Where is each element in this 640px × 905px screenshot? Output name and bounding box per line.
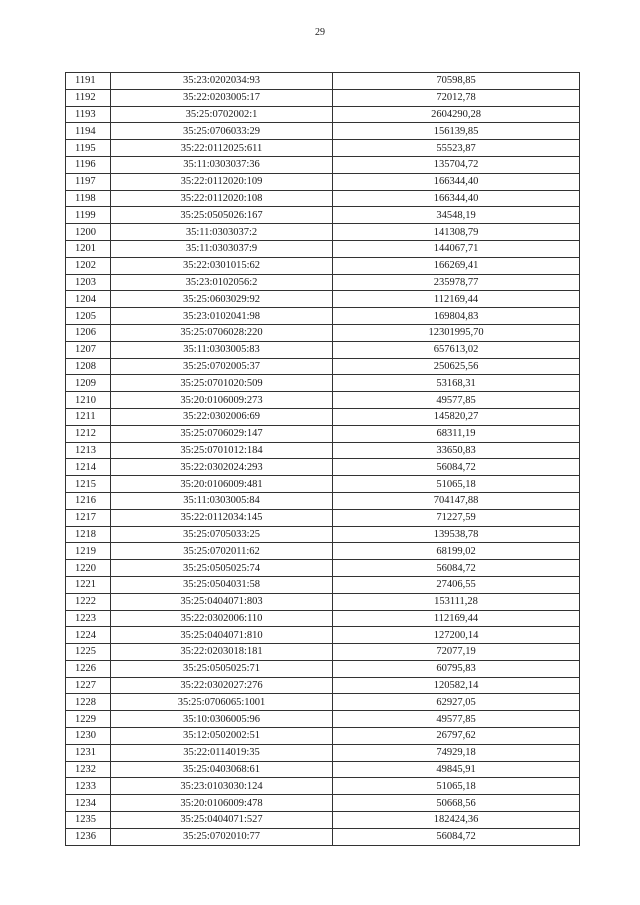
value-cell: 60795,83 xyxy=(333,660,580,677)
table-row xyxy=(66,509,580,526)
cadastral-number-cell: 35:23:0102056:2 xyxy=(111,274,333,291)
cadastral-number-cell: 35:25:0505025:74 xyxy=(111,560,333,577)
cadastral-number-cell: 35:25:0702005:37 xyxy=(111,358,333,375)
row-number-cell: 1206 xyxy=(66,324,111,341)
row-number-cell: 1229 xyxy=(66,711,111,728)
value-cell: 141308,79 xyxy=(333,224,580,241)
cadastral-number-cell: 35:25:0706033:29 xyxy=(111,123,333,140)
value-cell: 33650,83 xyxy=(333,442,580,459)
cadastral-number-cell: 35:22:0203005:17 xyxy=(111,89,333,106)
cadastral-number-cell: 35:25:0701012:184 xyxy=(111,442,333,459)
value-cell: 12301995,70 xyxy=(333,324,580,341)
row-number-cell: 1210 xyxy=(66,392,111,409)
cadastral-number-cell: 35:25:0603029:92 xyxy=(111,291,333,308)
row-number-cell: 1222 xyxy=(66,593,111,610)
cadastral-number-cell: 35:25:0702002:1 xyxy=(111,106,333,123)
value-cell: 166344,40 xyxy=(333,190,580,207)
value-cell: 62927,05 xyxy=(333,694,580,711)
row-number-cell: 1227 xyxy=(66,677,111,694)
row-number-cell: 1224 xyxy=(66,627,111,644)
value-cell: 120582,14 xyxy=(333,677,580,694)
value-cell: 49577,85 xyxy=(333,392,580,409)
table-row xyxy=(66,408,580,425)
table-row xyxy=(66,677,580,694)
cadastral-number-cell: 35:25:0404071:810 xyxy=(111,627,333,644)
row-number-cell: 1195 xyxy=(66,140,111,157)
table-row xyxy=(66,576,580,593)
table-row xyxy=(66,274,580,291)
table-row xyxy=(66,795,580,812)
table-row xyxy=(66,694,580,711)
value-cell: 50668,56 xyxy=(333,795,580,812)
cadastral-value-table xyxy=(65,72,580,846)
cadastral-number-cell: 35:22:0203018:181 xyxy=(111,644,333,661)
row-number-cell: 1235 xyxy=(66,812,111,829)
cadastral-number-cell: 35:25:0505025:71 xyxy=(111,660,333,677)
table-row xyxy=(66,156,580,173)
table-row xyxy=(66,324,580,341)
cadastral-number-cell: 35:22:0302006:69 xyxy=(111,408,333,425)
row-number-cell: 1220 xyxy=(66,560,111,577)
value-cell: 704147,88 xyxy=(333,492,580,509)
table-row xyxy=(66,660,580,677)
table-row xyxy=(66,744,580,761)
value-cell: 49845,91 xyxy=(333,761,580,778)
row-number-cell: 1228 xyxy=(66,694,111,711)
value-cell: 34548,19 xyxy=(333,207,580,224)
cadastral-number-cell: 35:22:0112034:145 xyxy=(111,509,333,526)
value-cell: 657613,02 xyxy=(333,341,580,358)
value-cell: 51065,18 xyxy=(333,778,580,795)
cadastral-number-cell: 35:22:0112025:611 xyxy=(111,140,333,157)
cadastral-number-cell: 35:22:0114019:35 xyxy=(111,744,333,761)
value-cell: 166344,40 xyxy=(333,173,580,190)
table-row xyxy=(66,644,580,661)
cadastral-number-cell: 35:20:0106009:478 xyxy=(111,795,333,812)
value-cell: 153111,28 xyxy=(333,593,580,610)
value-cell: 2604290,28 xyxy=(333,106,580,123)
table-row xyxy=(66,476,580,493)
table-row xyxy=(66,812,580,829)
cadastral-number-cell: 35:22:0302027:276 xyxy=(111,677,333,694)
row-number-cell: 1205 xyxy=(66,308,111,325)
table-row xyxy=(66,560,580,577)
cadastral-number-cell: 35:12:0502002:51 xyxy=(111,728,333,745)
cadastral-number-cell: 35:23:0103030:124 xyxy=(111,778,333,795)
row-number-cell: 1217 xyxy=(66,509,111,526)
value-cell: 72077,19 xyxy=(333,644,580,661)
cadastral-number-cell: 35:22:0301015:62 xyxy=(111,257,333,274)
table-row xyxy=(66,240,580,257)
cadastral-number-cell: 35:11:0303005:84 xyxy=(111,492,333,509)
value-cell: 139538,78 xyxy=(333,526,580,543)
cadastral-number-cell: 35:25:0702010:77 xyxy=(111,828,333,845)
row-number-cell: 1226 xyxy=(66,660,111,677)
cadastral-number-cell: 35:25:0706028:220 xyxy=(111,324,333,341)
table-row xyxy=(66,291,580,308)
cadastral-number-cell: 35:22:0302006:110 xyxy=(111,610,333,627)
cadastral-number-cell: 35:25:0701020:509 xyxy=(111,375,333,392)
cadastral-number-cell: 35:20:0106009:273 xyxy=(111,392,333,409)
cadastral-number-cell: 35:25:0504031:58 xyxy=(111,576,333,593)
value-cell: 56084,72 xyxy=(333,560,580,577)
row-number-cell: 1197 xyxy=(66,173,111,190)
table-row xyxy=(66,123,580,140)
table-row xyxy=(66,392,580,409)
row-number-cell: 1201 xyxy=(66,240,111,257)
table-row xyxy=(66,778,580,795)
row-number-cell: 1214 xyxy=(66,459,111,476)
value-cell: 135704,72 xyxy=(333,156,580,173)
row-number-cell: 1232 xyxy=(66,761,111,778)
cadastral-number-cell: 35:25:0404071:803 xyxy=(111,593,333,610)
row-number-cell: 1225 xyxy=(66,644,111,661)
cadastral-number-cell: 35:23:0202034:93 xyxy=(111,73,333,90)
row-number-cell: 1202 xyxy=(66,257,111,274)
row-number-cell: 1194 xyxy=(66,123,111,140)
row-number-cell: 1236 xyxy=(66,828,111,845)
table-row xyxy=(66,173,580,190)
table-row xyxy=(66,761,580,778)
row-number-cell: 1209 xyxy=(66,375,111,392)
cadastral-number-cell: 35:25:0404071:527 xyxy=(111,812,333,829)
table-row xyxy=(66,341,580,358)
value-cell: 250625,56 xyxy=(333,358,580,375)
value-cell: 53168,31 xyxy=(333,375,580,392)
table-row xyxy=(66,89,580,106)
table-row xyxy=(66,308,580,325)
table-row xyxy=(66,375,580,392)
row-number-cell: 1223 xyxy=(66,610,111,627)
table-row xyxy=(66,610,580,627)
row-number-cell: 1213 xyxy=(66,442,111,459)
cadastral-number-cell: 35:22:0302024:293 xyxy=(111,459,333,476)
value-cell: 156139,85 xyxy=(333,123,580,140)
value-cell: 49577,85 xyxy=(333,711,580,728)
table-row xyxy=(66,627,580,644)
cadastral-number-cell: 35:20:0106009:481 xyxy=(111,476,333,493)
table-row xyxy=(66,140,580,157)
row-number-cell: 1204 xyxy=(66,291,111,308)
table-row xyxy=(66,492,580,509)
row-number-cell: 1196 xyxy=(66,156,111,173)
value-cell: 55523,87 xyxy=(333,140,580,157)
value-cell: 235978,77 xyxy=(333,274,580,291)
cadastral-number-cell: 35:25:0403068:61 xyxy=(111,761,333,778)
table-row xyxy=(66,257,580,274)
row-number-cell: 1219 xyxy=(66,543,111,560)
table-row xyxy=(66,190,580,207)
cadastral-number-cell: 35:25:0505026:167 xyxy=(111,207,333,224)
table-row xyxy=(66,106,580,123)
value-cell: 112169,44 xyxy=(333,610,580,627)
row-number-cell: 1207 xyxy=(66,341,111,358)
value-cell: 71227,59 xyxy=(333,509,580,526)
row-number-cell: 1230 xyxy=(66,728,111,745)
table-row xyxy=(66,73,580,90)
value-cell: 68199,02 xyxy=(333,543,580,560)
value-cell: 144067,71 xyxy=(333,240,580,257)
cadastral-number-cell: 35:23:0102041:98 xyxy=(111,308,333,325)
row-number-cell: 1218 xyxy=(66,526,111,543)
value-cell: 68311,19 xyxy=(333,425,580,442)
value-cell: 70598,85 xyxy=(333,73,580,90)
row-number-cell: 1192 xyxy=(66,89,111,106)
value-cell: 72012,78 xyxy=(333,89,580,106)
page-number: 29 xyxy=(315,27,325,38)
table-row xyxy=(66,358,580,375)
row-number-cell: 1199 xyxy=(66,207,111,224)
table-row xyxy=(66,425,580,442)
cadastral-number-cell: 35:25:0705033:25 xyxy=(111,526,333,543)
cadastral-number-cell: 35:11:0303037:2 xyxy=(111,224,333,241)
table-row xyxy=(66,207,580,224)
cadastral-number-cell: 35:11:0303037:9 xyxy=(111,240,333,257)
cadastral-number-cell: 35:11:0303005:83 xyxy=(111,341,333,358)
row-number-cell: 1203 xyxy=(66,274,111,291)
row-number-cell: 1216 xyxy=(66,492,111,509)
value-cell: 26797,62 xyxy=(333,728,580,745)
table-row xyxy=(66,828,580,845)
value-cell: 169804,83 xyxy=(333,308,580,325)
table-row xyxy=(66,593,580,610)
value-cell: 127200,14 xyxy=(333,627,580,644)
value-cell: 56084,72 xyxy=(333,828,580,845)
value-cell: 56084,72 xyxy=(333,459,580,476)
cadastral-number-cell: 35:22:0112020:108 xyxy=(111,190,333,207)
row-number-cell: 1215 xyxy=(66,476,111,493)
value-cell: 182424,36 xyxy=(333,812,580,829)
row-number-cell: 1211 xyxy=(66,408,111,425)
row-number-cell: 1191 xyxy=(66,73,111,90)
row-number-cell: 1198 xyxy=(66,190,111,207)
row-number-cell: 1208 xyxy=(66,358,111,375)
row-number-cell: 1212 xyxy=(66,425,111,442)
row-number-cell: 1233 xyxy=(66,778,111,795)
cadastral-number-cell: 35:11:0303037:36 xyxy=(111,156,333,173)
value-cell: 145820,27 xyxy=(333,408,580,425)
cadastral-number-cell: 35:22:0112020:109 xyxy=(111,173,333,190)
row-number-cell: 1200 xyxy=(66,224,111,241)
table-row xyxy=(66,526,580,543)
value-cell: 27406,55 xyxy=(333,576,580,593)
table-body xyxy=(66,73,580,846)
value-cell: 166269,41 xyxy=(333,257,580,274)
table-row xyxy=(66,459,580,476)
row-number-cell: 1234 xyxy=(66,795,111,812)
table-row xyxy=(66,728,580,745)
row-number-cell: 1193 xyxy=(66,106,111,123)
cadastral-number-cell: 35:25:0706065:1001 xyxy=(111,694,333,711)
value-cell: 51065,18 xyxy=(333,476,580,493)
table-row xyxy=(66,224,580,241)
row-number-cell: 1231 xyxy=(66,744,111,761)
cadastral-number-cell: 35:25:0706029:147 xyxy=(111,425,333,442)
value-cell: 74929,18 xyxy=(333,744,580,761)
cadastral-number-cell: 35:10:0306005:96 xyxy=(111,711,333,728)
table-row xyxy=(66,442,580,459)
table-row xyxy=(66,711,580,728)
value-cell: 112169,44 xyxy=(333,291,580,308)
row-number-cell: 1221 xyxy=(66,576,111,593)
table-row xyxy=(66,543,580,560)
cadastral-number-cell: 35:25:0702011:62 xyxy=(111,543,333,560)
